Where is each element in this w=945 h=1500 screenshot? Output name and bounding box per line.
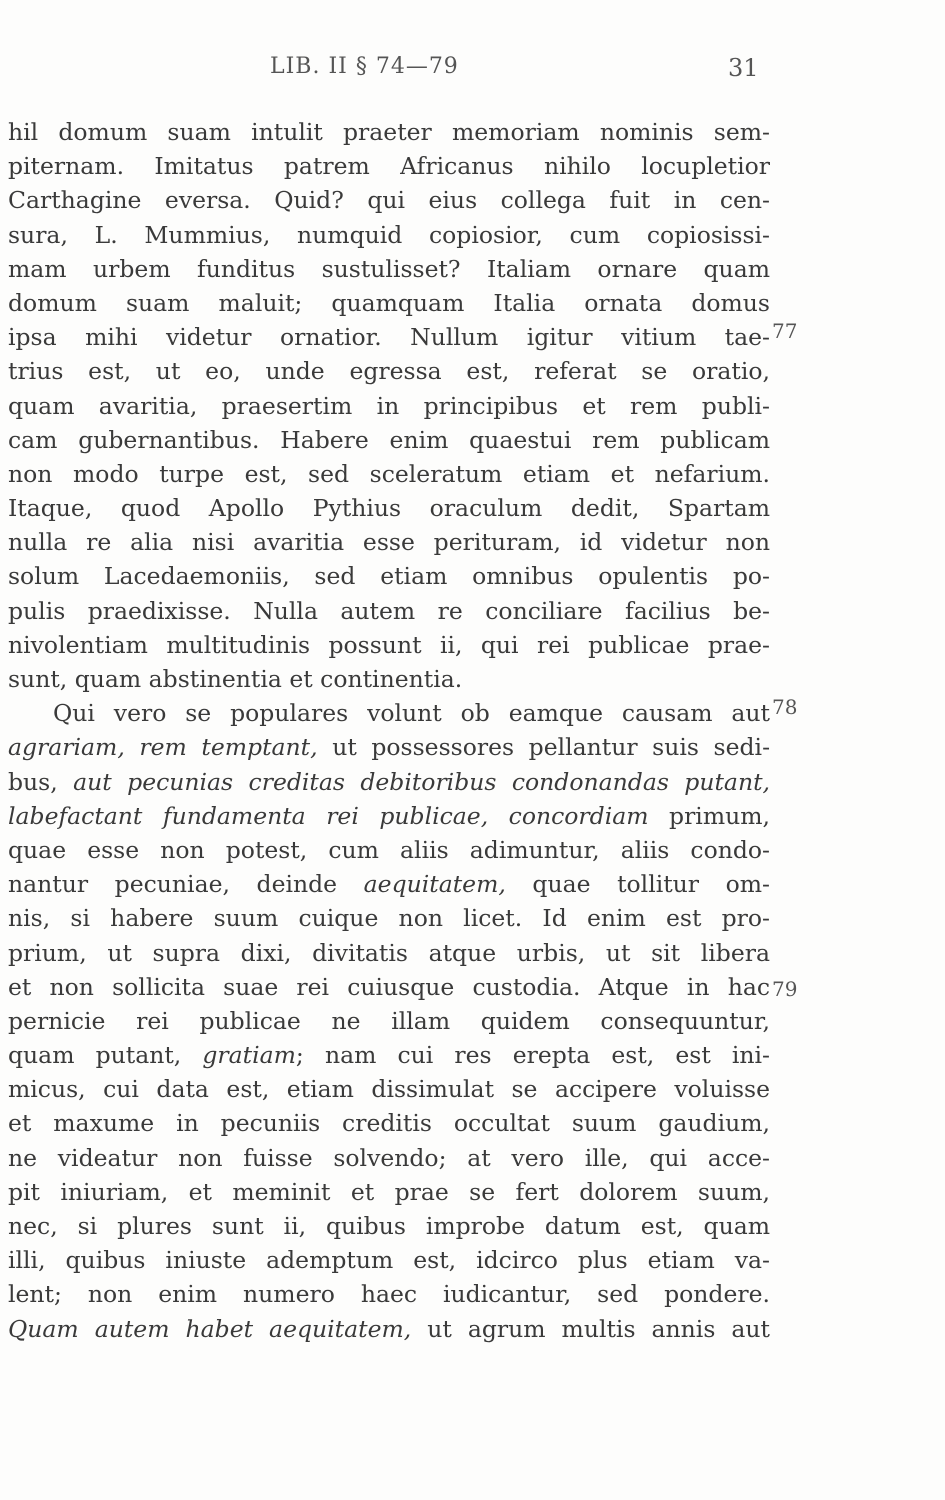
section-number-78: 78	[772, 695, 798, 719]
text-line: pit iniuriam, et meminit et prae se fert dolorem suum,	[8, 1177, 770, 1206]
text-line: et non sollicita suae rei cuiusque custodia. Atque in hac	[8, 972, 770, 1001]
text-line: illi, quibus iniuste ademptum est, idcirco plus etiam va-	[8, 1246, 770, 1275]
text-line: sunt, quam abstinentia et continentia.	[8, 665, 463, 693]
section-number-79: 79	[772, 977, 798, 1001]
text-line: quam putant, gratiam; nam cui res erepta est, est ini-	[8, 1041, 770, 1070]
text-line: ipsa mihi videtur ornatior. Nullum igitur vitium tae-	[8, 323, 770, 352]
text-line: domum suam maluit; quamquam Italia ornata domus	[8, 288, 770, 317]
italic-phrase: labefactant fundamenta rei publicae, concordiam	[8, 801, 649, 830]
text-line: trius est, ut eo, unde egressa est, referat se oratio,	[8, 357, 770, 386]
italic-phrase: agrariam, rem temptant,	[8, 733, 318, 762]
italic-phrase: gratiam	[202, 1041, 296, 1070]
text-line: Quam autem habet aequitatem, ut agrum multis annis aut	[8, 1314, 770, 1343]
text-line: nis, si habere suum cuique non licet. Id enim est pro-	[8, 904, 770, 933]
running-title: LIB. II § 74—79	[270, 54, 459, 79]
text-line: nulla re alia nisi avaritia esse perituram, id videtur non	[8, 528, 770, 557]
text-line: lent; non enim numero haec iudicantur, sed pondere.	[8, 1280, 770, 1309]
text-line: mam urbem funditus sustulisset? Italiam ornare quam	[8, 254, 770, 283]
text-line: prium, ut supra dixi, divitatis atque urbis, ut sit libera	[8, 938, 770, 967]
text-line: ne videatur non fuisse solvendo; at vero ille, qui acce-	[8, 1143, 770, 1172]
italic-phrase: aut pecunias creditas debitoribus condonandas putant,	[73, 767, 770, 796]
text-line: micus, cui data est, etiam dissimulat se accipere voluisse	[8, 1075, 770, 1104]
text-line: pulis praedixisse. Nulla autem re conciliare facilius be-	[8, 596, 770, 625]
text-line: non modo turpe est, sed sceleratum etiam et nefarium.	[8, 459, 770, 488]
text-line: Carthagine eversa. Quid? qui eius collega fuit in cen-	[8, 186, 770, 215]
text-line: piternam. Imitatus patrem Africanus nihilo locupletior	[8, 152, 770, 181]
text-line: et maxume in pecuniis creditis occultat suum gaudium,	[8, 1109, 770, 1138]
text-line: labefactant fundamenta rei publicae, concordiam primum,	[8, 801, 770, 830]
body-text	[8, 115, 770, 1346]
text-line: bus, aut pecunias creditas debitoribus condonandas putant,	[8, 767, 770, 796]
text-line: agrariam, rem temptant, ut possessores pellantur suis sedi-	[8, 733, 771, 762]
text-line: quae esse non potest, cum aliis adimuntur, aliis condo-	[8, 835, 770, 864]
text-line: nec, si plures sunt ii, quibus improbe datum est, quam	[8, 1212, 770, 1240]
text-line: Itaque, quod Apollo Pythius oraculum dedit, Spartam	[8, 494, 770, 523]
page-number: 31	[728, 54, 759, 82]
text-line: sura, L. Mummius, numquid copiosior, cum copiosissi-	[8, 220, 770, 249]
text-line: nivolentiam multitudinis possunt ii, qui rei publicae prae-	[8, 630, 770, 659]
italic-phrase: Quam autem habet aequitatem,	[8, 1314, 412, 1343]
running-head	[0, 54, 945, 90]
section-number-77: 77	[772, 319, 798, 343]
text-line: cam gubernantibus. Habere enim quaestui rem publicam	[8, 425, 770, 454]
text-line: hil domum suam intulit praeter memoriam nominis sem-	[8, 118, 770, 146]
text-line: nantur pecuniae, deinde aequitatem, quae tollitur om-	[8, 870, 770, 899]
text-line: pernicie rei publicae ne illam quidem consequuntur,	[8, 1006, 770, 1035]
text-line: solum Lacedaemoniis, sed etiam omnibus opulentis po-	[8, 562, 770, 591]
text-line: Qui vero se populares volunt ob eamque causam aut	[53, 699, 770, 728]
italic-phrase: aequitatem,	[363, 870, 506, 899]
text-line: quam avaritia, praesertim in principibus et rem publi-	[8, 391, 770, 420]
